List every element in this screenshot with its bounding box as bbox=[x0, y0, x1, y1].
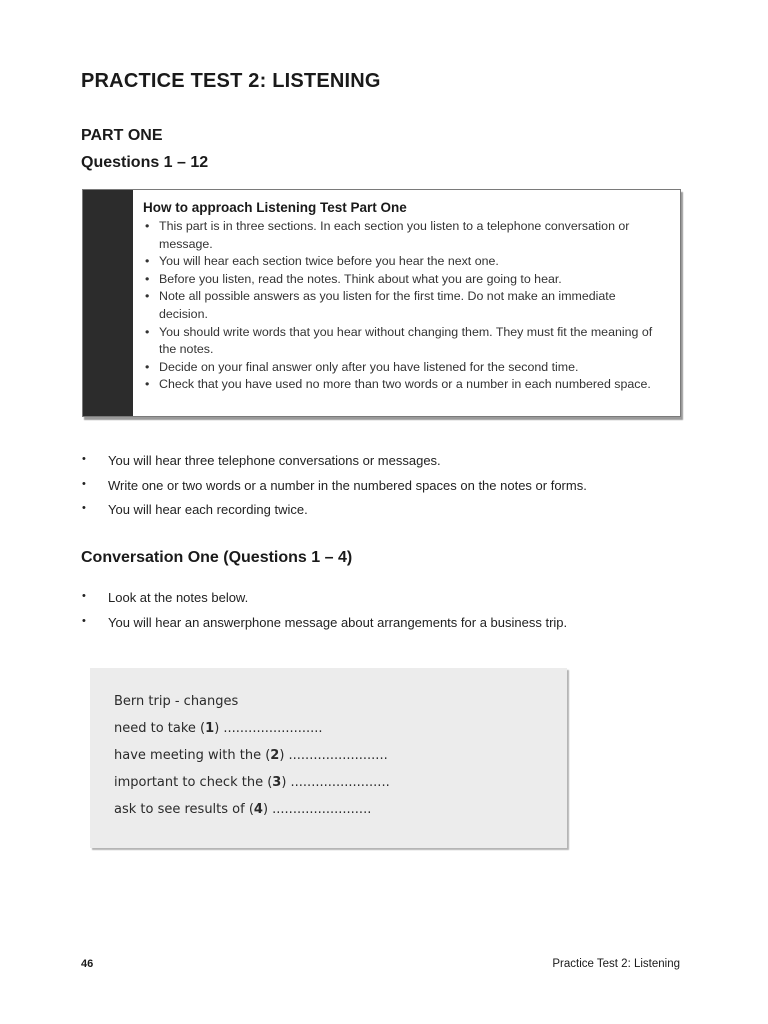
answer-blank[interactable]: ) ........................ bbox=[281, 775, 390, 790]
instruction-item: • Write one or two words or a number in the numbered spaces on the notes or forms. bbox=[82, 478, 702, 503]
notes-item bbox=[114, 775, 390, 802]
notes-item bbox=[114, 721, 390, 748]
tip-item: • Before you listen, read the notes. Think about what you are going to hear. bbox=[143, 271, 663, 289]
page-number: 46 bbox=[81, 958, 94, 970]
tips-list bbox=[143, 218, 663, 394]
questions-heading: Questions 1 – 12 bbox=[81, 154, 209, 171]
answer-blank[interactable]: ) ........................ bbox=[214, 721, 323, 736]
tips-side-panel bbox=[83, 190, 133, 416]
instruction-item: • You will hear an answerphone message about arrangements for a business trip. bbox=[82, 615, 702, 640]
tip-item: • Check that you have used no more than two words or a number in each numbered space. bbox=[143, 376, 663, 394]
conversation-instruction-list bbox=[82, 590, 702, 639]
question-number: 2 bbox=[270, 748, 280, 763]
notes-item-prefix: have meeting with the ( bbox=[114, 748, 271, 763]
question-number: 4 bbox=[253, 802, 263, 817]
answer-blank[interactable]: ) ........................ bbox=[279, 748, 388, 763]
instruction-item: • You will hear each recording twice. bbox=[82, 502, 702, 527]
notes-item-prefix: need to take ( bbox=[114, 721, 206, 736]
tip-item: • Note all possible answers as you listen for the first time. Do not make an immediate decision. bbox=[143, 288, 663, 323]
tip-item: • Decide on your final answer only after you have listened for the second time. bbox=[143, 359, 663, 377]
conversation-heading: Conversation One (Questions 1 – 4) bbox=[81, 549, 353, 566]
question-number: 1 bbox=[205, 721, 215, 736]
notes-heading: Bern trip - changes bbox=[114, 694, 239, 709]
instruction-list bbox=[82, 453, 702, 527]
running-title: Practice Test 2: Listening bbox=[552, 958, 680, 970]
tips-title: How to approach Listening Test Part One bbox=[143, 200, 407, 215]
instruction-item: • You will hear three telephone conversations or messages. bbox=[82, 453, 702, 478]
tip-item: • You should write words that you hear without changing them. They must fit the meaning of the notes. bbox=[143, 324, 663, 359]
tips-box bbox=[82, 189, 681, 417]
notes-list bbox=[114, 694, 390, 829]
notes-item-prefix: ask to see results of ( bbox=[114, 802, 254, 817]
notes-item bbox=[114, 802, 390, 829]
part-heading: PART ONE bbox=[81, 127, 163, 144]
page-title: PRACTICE TEST 2: LISTENING bbox=[81, 70, 381, 92]
answer-blank[interactable]: ) ........................ bbox=[262, 802, 372, 817]
tip-item: • This part is in three sections. In each section you listen to a telephone conversation or message. bbox=[143, 218, 663, 253]
notes-card bbox=[90, 668, 567, 848]
instruction-item: • Look at the notes below. bbox=[82, 590, 702, 615]
notes-item-prefix: important to check the ( bbox=[114, 775, 273, 790]
tip-item: • You will hear each section twice before you hear the next one. bbox=[143, 253, 663, 271]
notes-item bbox=[114, 748, 390, 775]
question-number: 3 bbox=[272, 775, 282, 790]
